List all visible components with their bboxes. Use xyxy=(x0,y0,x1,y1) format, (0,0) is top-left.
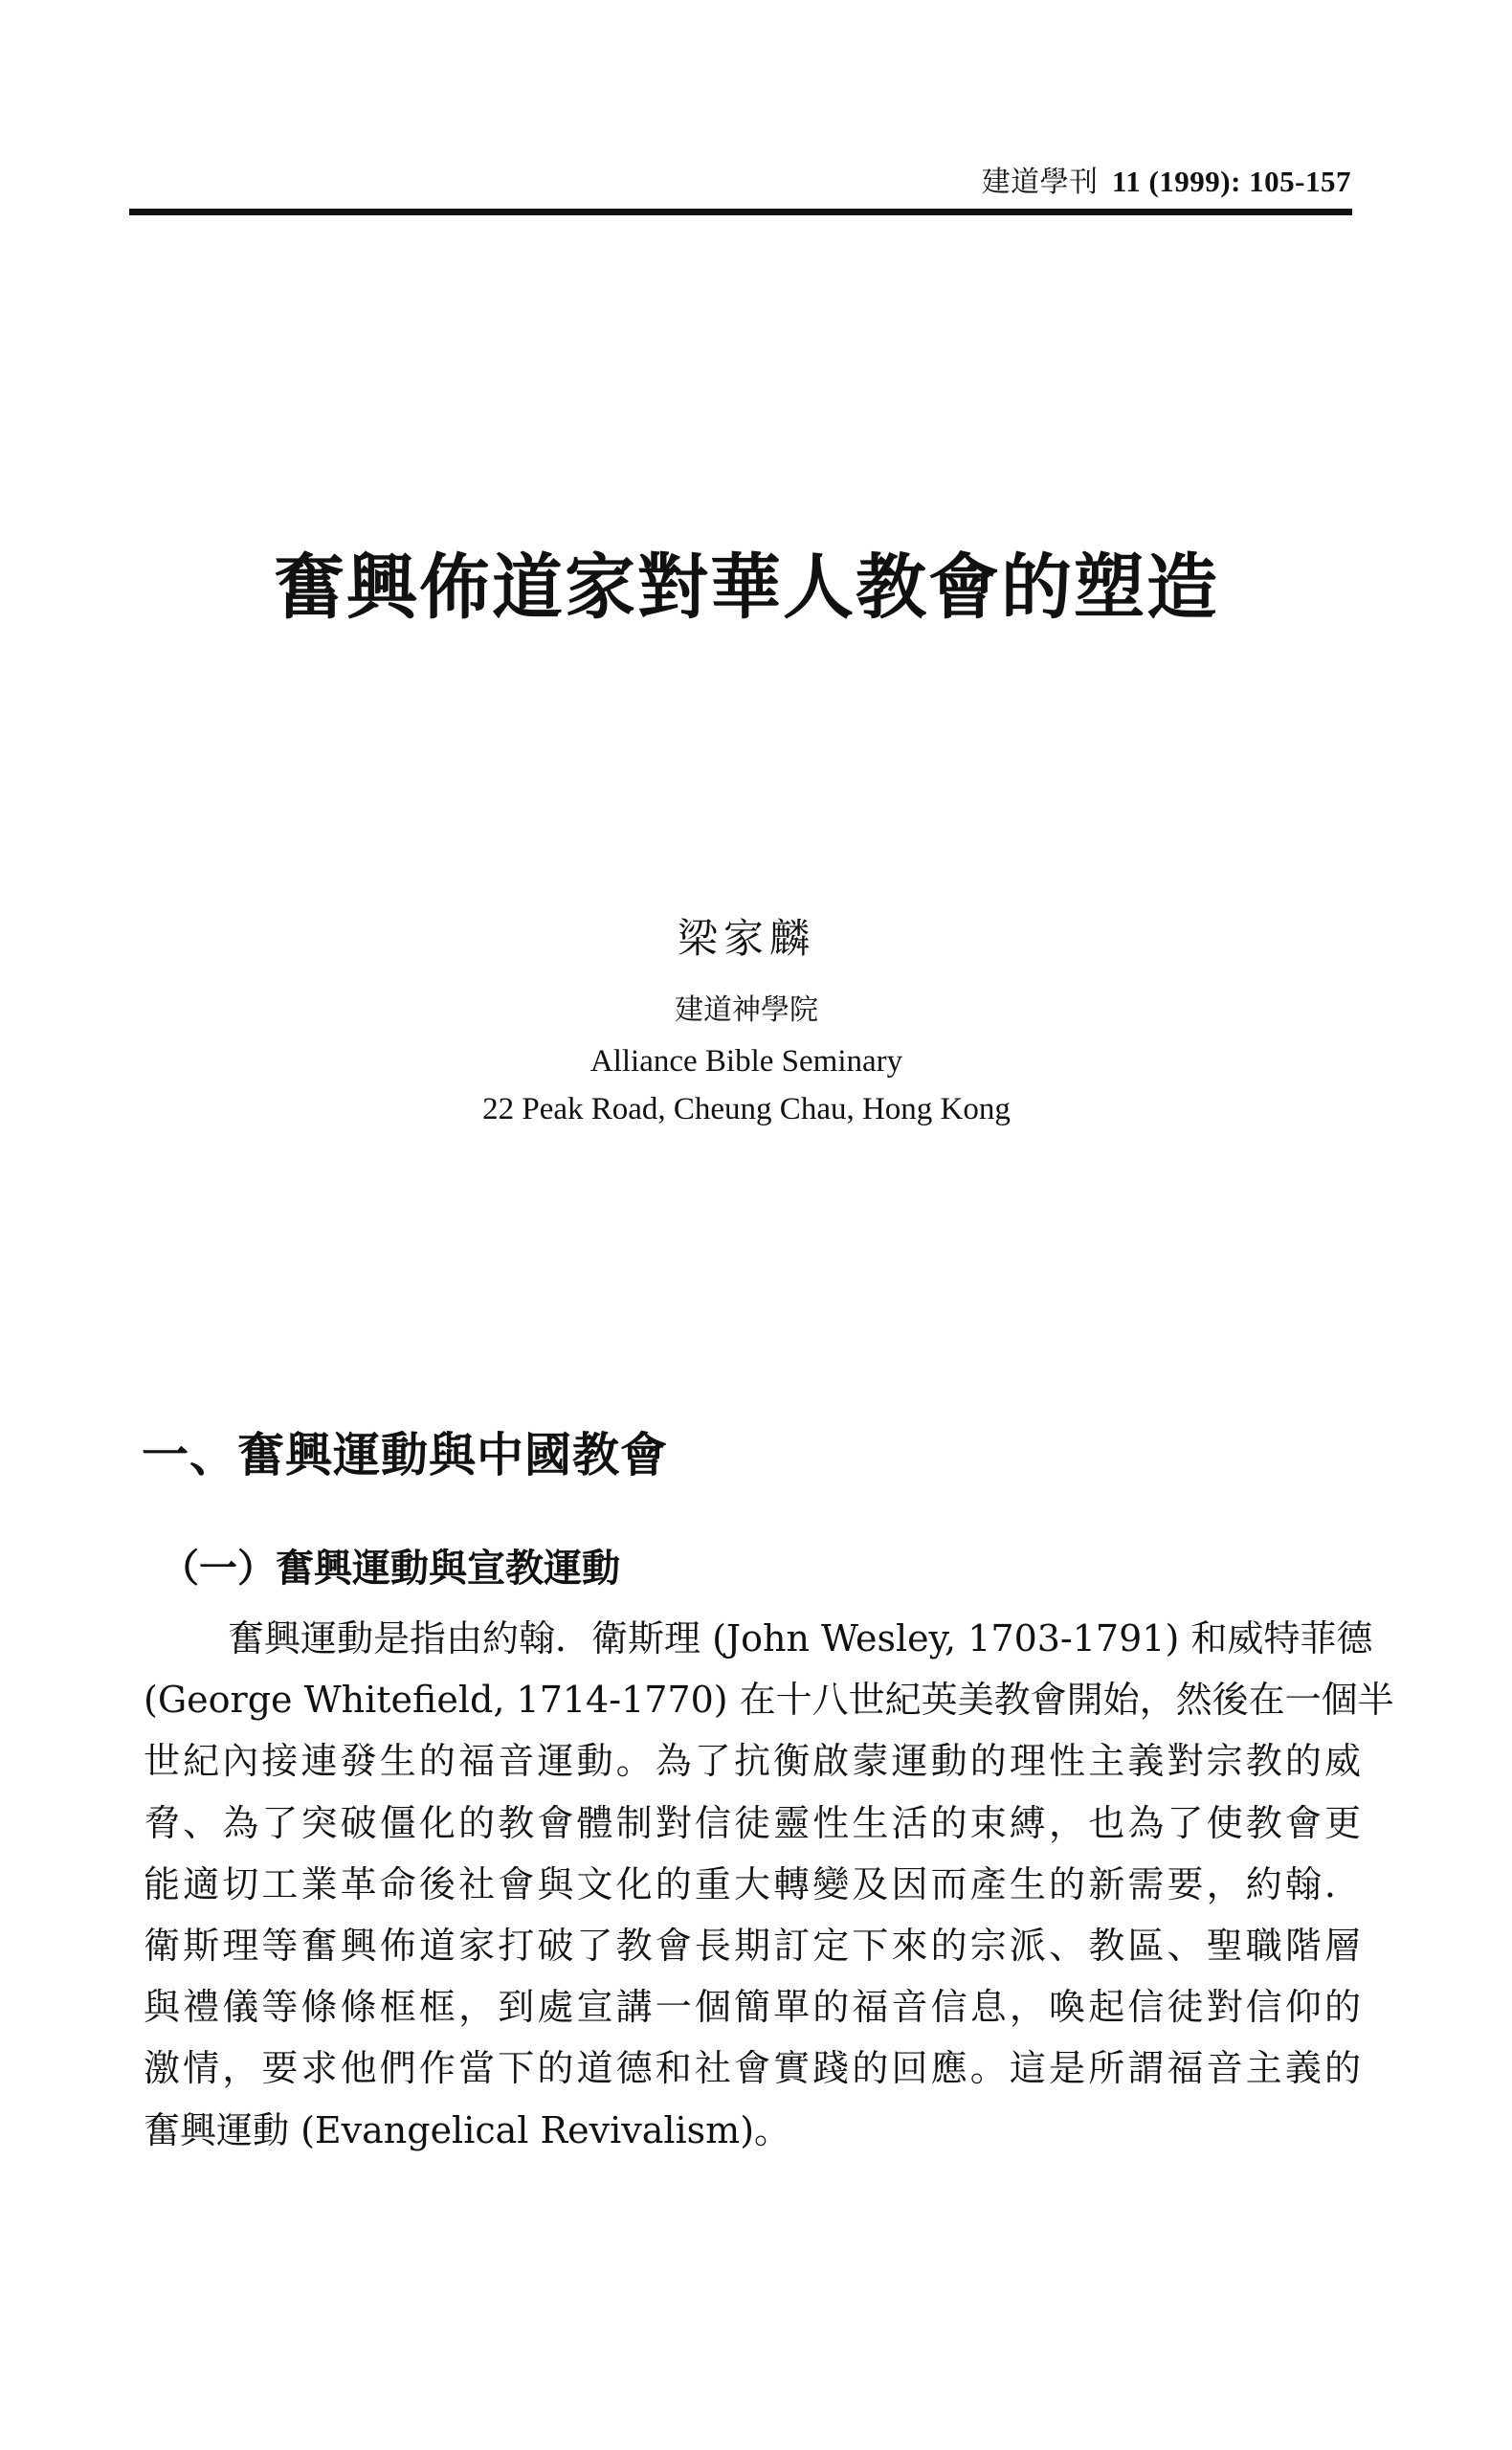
affiliation-address: 22 Peak Road, Cheung Chau, Hong Kong xyxy=(482,1092,1011,1126)
author-name: 梁家麟 xyxy=(677,915,815,962)
paragraph-line: 衛斯理等奮興佈道家打破了教會長期訂定下來的宗派、教區、聖職階層 xyxy=(144,1925,1361,1968)
header-rule xyxy=(129,209,1352,215)
byline xyxy=(0,907,1493,1133)
subsection-heading: （一）奮興運動與宣教運動 xyxy=(161,1547,620,1591)
paragraph-line: 脅、為了突破僵化的教會體制對信徒靈性生活的束縛，也為了使教會更 xyxy=(144,1801,1361,1844)
affiliation-chinese: 建道神學院 xyxy=(675,993,818,1027)
paragraph-line: 世紀內接連發生的福音運動。為了抗衡啟蒙運動的理性主義對宗教的威 xyxy=(144,1740,1361,1783)
affiliation-english: Alliance Bible Seminary xyxy=(589,1044,903,1079)
article-title: 奮興佈道家對華人教會的塑造 xyxy=(274,546,1219,629)
running-header xyxy=(982,158,1351,200)
paragraph-line: (George Whitefield, 1714-1770) 在十八世紀英美教會開始，然後在一個半 xyxy=(144,1679,1394,1722)
paragraph-line: 激情，要求他們作當下的道德和社會實踐的回應。這是所謂福音主義的 xyxy=(144,2047,1361,2090)
body-paragraph xyxy=(144,1608,1394,2161)
section-heading: 一、奮興運動與中國教會 xyxy=(142,1428,669,1482)
paragraph-line: 能適切工業革命後社會與文化的重大轉變及因而產生的新需要，約翰． xyxy=(144,1862,1361,1905)
paragraph-line: 奮興運動 (Evangelical Revivalism)。 xyxy=(144,2108,791,2151)
journal-citation: 11 (1999): 105-157 xyxy=(1111,165,1351,198)
journal-name: 建道學刊 xyxy=(981,166,1099,199)
paragraph-line: 奮興運動是指由約翰．衛斯理 (John Wesley, 1703-1791) 和威特菲德 xyxy=(228,1617,1373,1659)
paragraph-line: 與禮儀等條條框框，到處宣講一個簡單的福音信息，喚起信徒對信仰的 xyxy=(144,1986,1361,2029)
